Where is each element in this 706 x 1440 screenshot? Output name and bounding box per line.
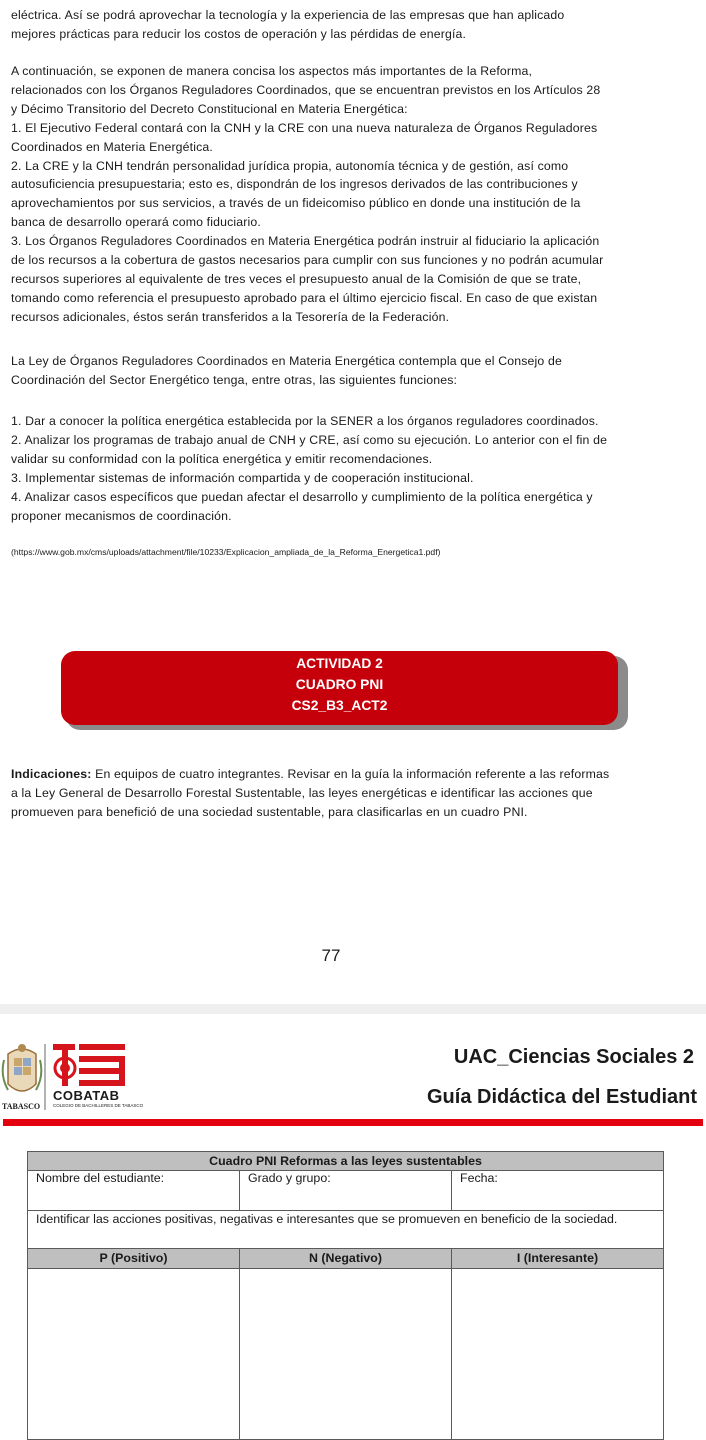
activity-title: CUADRO PNI bbox=[295, 677, 384, 692]
activity-code: CS2_B3_ACT2 bbox=[291, 698, 388, 713]
text-line: 2. La CRE y la CNH tendrán personalidad jurídica propia, autonomía técnica y de gestión, así como bbox=[11, 158, 569, 173]
instruction-row bbox=[28, 1211, 664, 1249]
negative-answer-cell[interactable] bbox=[240, 1269, 452, 1440]
text-line: y Décimo Transitorio del Decreto Constitucional en Materia Energética: bbox=[11, 101, 408, 116]
indications-label: Indicaciones: bbox=[11, 767, 92, 781]
column-header-positive: P (Positivo) bbox=[28, 1249, 240, 1269]
grade-group-field[interactable]: Grado y grupo: bbox=[240, 1171, 452, 1211]
interesting-answer-cell[interactable] bbox=[452, 1269, 664, 1440]
student-info-row bbox=[28, 1171, 664, 1211]
text-line: mejores prácticas para reducir los costos de operación y las pérdidas de energía. bbox=[11, 26, 467, 41]
text-line: autosuficiencia presupuestaria; esto es, dispondrán de los ingresos derivados de las contribuciones y bbox=[11, 177, 578, 192]
law-paragraph bbox=[11, 352, 672, 390]
positive-answer-cell[interactable] bbox=[28, 1269, 240, 1440]
column-header-interesting: I (Interesante) bbox=[452, 1249, 664, 1269]
answer-row bbox=[28, 1269, 664, 1440]
tabasco-label: TABASCO bbox=[2, 1102, 41, 1111]
date-field[interactable]: Fecha: bbox=[452, 1171, 664, 1211]
page-number: 77 bbox=[321, 946, 341, 965]
header-divider bbox=[3, 1119, 703, 1126]
source-citation-link[interactable]: (https://www.gob.mx/cms/uploads/attachment/file/10233/Explicacion_ampliada_de_la_Reforma_Energetica1.pdf) bbox=[11, 547, 441, 557]
text-line: recursos adicionales, éstos serán transferidos a la Tesorería de la Federación. bbox=[11, 309, 450, 324]
text-line: A continuación, se exponen de manera concisa los aspectos más importantes de la Reforma, bbox=[11, 64, 533, 78]
text-line: 1. El Ejecutivo Federal contará con la CNH y la CRE con una nueva naturaleza de Órganos Reguladores bbox=[11, 120, 598, 135]
intro-paragraph bbox=[11, 6, 672, 44]
list-item: 2. Analizar los programas de trabajo anual de CNH y CRE, así como su ejecución. Lo anterior con el fin de bbox=[11, 432, 608, 447]
pni-table bbox=[27, 1151, 664, 1440]
text-line: promueven para benefició de una sociedad sustentable, para clasificarlas en un cuadro PNI. bbox=[11, 804, 528, 819]
text-line bbox=[11, 765, 672, 784]
text-line: eléctrica. Así se podrá aprovechar la tecnología y la experiencia de las empresas que han aplicado bbox=[11, 8, 565, 22]
guide-subtitle: Guía Didáctica del Estudiant bbox=[427, 1086, 698, 1108]
column-header-negative: N (Negativo) bbox=[240, 1249, 452, 1269]
document-page-78 bbox=[0, 1014, 706, 1436]
text-line: a la Ley General de Desarrollo Forestal Sustentable, las leyes energéticas e identificar las acciones que bbox=[11, 785, 593, 800]
text-line: La Ley de Órganos Reguladores Coordinados en Materia Energética contempla que el Consejo de bbox=[11, 354, 562, 368]
indications-text: En equipos de cuatro integrantes. Revisar en la guía la información referente a las reformas bbox=[91, 767, 610, 781]
activity-banner bbox=[61, 651, 618, 725]
text-line: recursos superiores al equivalente de tres veces el presupuesto anual de la Comisión de que se trate, bbox=[11, 271, 582, 286]
list-item: 4. Analizar casos específicos que puedan afectar el desarrollo y cumplimiento de la política energética y bbox=[11, 489, 593, 504]
text-line: Coordinados en Materia Energética. bbox=[11, 139, 213, 154]
column-header-row bbox=[28, 1249, 664, 1269]
course-title: UAC_Ciencias Sociales 2 bbox=[453, 1046, 694, 1068]
text-line: relacionados con los Órganos Reguladores Coordinados, que se encuentran previstos en los Artículos 28 bbox=[11, 82, 601, 97]
cobatab-label: COBATAB bbox=[53, 1088, 120, 1103]
list-item: proponer mecanismos de coordinación. bbox=[11, 508, 232, 523]
reform-paragraph bbox=[11, 62, 672, 327]
activity-number: ACTIVIDAD 2 bbox=[296, 656, 383, 671]
list-item: 3. Implementar sistemas de información compartida y de cooperación institucional. bbox=[11, 470, 474, 485]
text-line: banca de desarrollo operará como fiduciario. bbox=[11, 215, 261, 230]
list-item: 1. Dar a conocer la política energética establecida por la SENER a los órganos reguladores coordinados. bbox=[11, 414, 599, 428]
text-line: 3. Los Órganos Reguladores Coordinados en Materia Energética podrán instruir al fiduciario la aplicación bbox=[11, 234, 600, 249]
table-caption: Cuadro PNI Reformas a las leyes sustentables bbox=[28, 1152, 664, 1171]
text-line: Coordinación del Sector Energético tenga, entre otras, las siguientes funciones: bbox=[11, 372, 458, 387]
list-item: validar su conformidad con la política energética y emitir recomendaciones. bbox=[11, 451, 433, 466]
text-line: aprovechamientos por sus servicios, a través de un fideicomiso público en donde una institución de la bbox=[11, 196, 581, 211]
text-line: de los recursos a la cobertura de gastos necesarios para cumplir con sus funciones y no podrán acumular bbox=[11, 253, 604, 268]
text-line: tomando como referencia el presupuesto aprobado para el último ejercicio fiscal. En caso de que existan bbox=[11, 290, 598, 305]
page-separator bbox=[0, 1004, 706, 1014]
table-caption-row bbox=[28, 1152, 664, 1171]
cobatab-subtitle: COLEGIO DE BACHILLERES DE TABASCO bbox=[53, 1103, 144, 1108]
indications-paragraph bbox=[11, 765, 672, 822]
student-name-field[interactable]: Nombre del estudiante: bbox=[28, 1171, 240, 1211]
table-instruction: Identificar las acciones positivas, negativas e interesantes que se promueven en beneficio de la sociedad. bbox=[28, 1211, 664, 1249]
functions-list bbox=[11, 412, 672, 525]
